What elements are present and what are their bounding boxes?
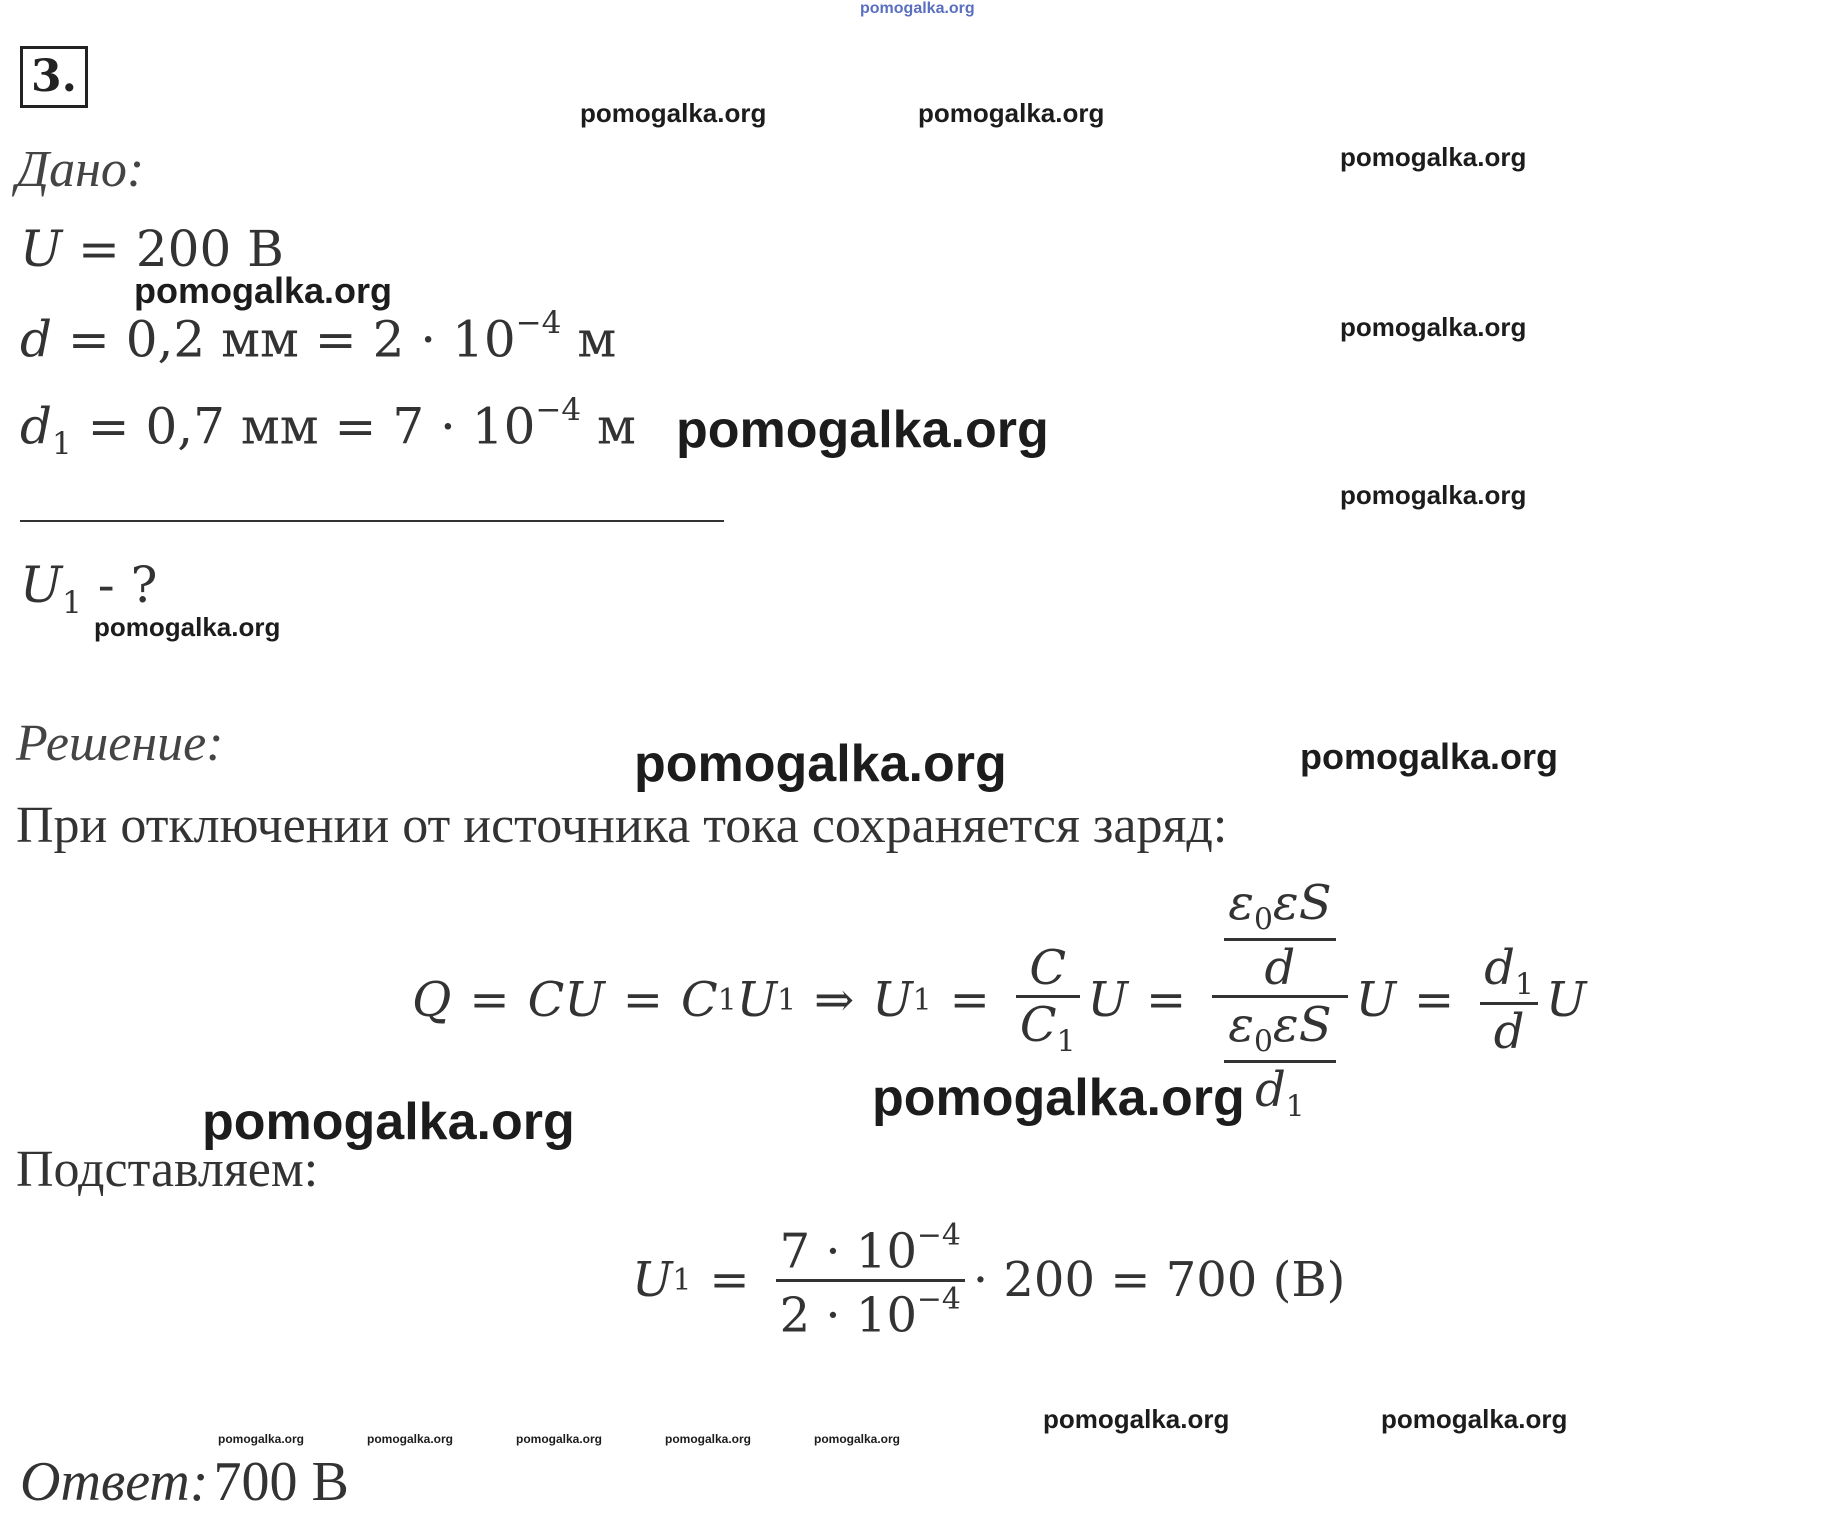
c-u: U	[632, 1252, 673, 1309]
c-sub: 1	[672, 1262, 692, 1298]
watermark: pomogalka.org	[814, 1432, 901, 1446]
f-sub: 0	[1253, 1024, 1273, 1060]
solution-heading: Решение:	[16, 715, 224, 772]
watermark: pomogalka.org	[1381, 1404, 1568, 1434]
c-eq: =	[709, 1252, 750, 1309]
f-eps: ε	[1228, 997, 1254, 1054]
fraction-capacitance	[1224, 875, 1335, 996]
calc-den-exp: −4	[917, 1281, 961, 1317]
watermark: pomogalka.org	[634, 735, 1007, 793]
f-eq: =	[1414, 972, 1455, 1029]
f-sub: 1	[1514, 967, 1534, 1003]
answer-label: Ответ:	[20, 1451, 209, 1513]
f-c: C	[527, 972, 565, 1029]
find-question: - ?	[97, 556, 158, 614]
watermark: pomogalka.org	[1043, 1404, 1230, 1434]
watermark: pomogalka.org	[1340, 142, 1527, 172]
f-s: S	[1298, 997, 1332, 1054]
f-d: d	[1264, 939, 1296, 996]
f-u: U	[1355, 972, 1397, 1029]
symbol-d1: d	[20, 397, 53, 456]
f-c: C	[1019, 997, 1057, 1054]
f-eq: =	[622, 972, 663, 1029]
watermark: pomogalka.org	[1300, 736, 1559, 777]
f-u: U	[1087, 972, 1128, 1029]
calc-numerator: 7 · 10	[779, 1223, 917, 1280]
symbol-u1: U	[20, 556, 63, 614]
f-d: d	[1493, 1004, 1525, 1061]
f-u: U	[736, 972, 778, 1029]
answer	[20, 1450, 349, 1514]
f-eps: ε	[1272, 875, 1299, 931]
f-eq: =	[469, 972, 510, 1029]
watermark: pomogalka.org	[872, 1069, 1245, 1127]
symbol-d1-sub: 1	[52, 426, 72, 463]
watermark: pomogalka.org	[202, 1093, 575, 1151]
watermark: pomogalka.org	[94, 612, 281, 642]
distance-1-unit: м	[597, 397, 636, 456]
substitute-label: Подставляем:	[16, 1141, 319, 1198]
calc-fraction	[776, 1218, 965, 1344]
distance-1-exponent: −4	[535, 392, 582, 428]
watermark: pomogalka.org	[665, 1432, 752, 1446]
calc-num-exp: −4	[917, 1218, 961, 1253]
f-eps: ε	[1272, 997, 1299, 1054]
calc-denominator: 2 · 10	[779, 1287, 917, 1344]
watermark: pomogalka.org	[516, 1432, 603, 1446]
given-distance-1	[20, 392, 636, 462]
f-sub: 1	[777, 982, 797, 1018]
f-eq: =	[949, 972, 990, 1029]
f-c: C	[680, 972, 718, 1029]
given-heading: Дано:	[16, 141, 145, 198]
watermark: pomogalka.org	[1340, 480, 1527, 510]
distance-1-value: = 0,7 мм = 7 · 10	[87, 397, 536, 456]
watermark: pomogalka.org	[134, 270, 393, 311]
distance-unit: м	[577, 310, 617, 369]
problem-number: 3.	[20, 46, 88, 108]
symbol-u1-sub: 1	[62, 584, 82, 621]
f-implies: ⇒	[814, 972, 855, 1029]
f-eq: =	[1146, 972, 1187, 1029]
watermark: pomogalka.org	[676, 401, 1049, 459]
distance-value: = 0,2 мм = 2 · 10	[67, 310, 516, 369]
f-q: Q	[412, 972, 452, 1029]
fraction-d1-over-d	[1480, 939, 1538, 1061]
f-d: d	[1255, 1061, 1286, 1118]
answer-value: 700 В	[213, 1451, 349, 1513]
f-u: U	[564, 972, 605, 1029]
calc-formula	[632, 1218, 1346, 1344]
symbol-d: d	[20, 310, 53, 369]
f-u: U	[1545, 972, 1587, 1029]
explanation-text: При отключении от источника тока сохраняется заряд:	[16, 797, 1228, 854]
f-s: S	[1298, 875, 1332, 931]
f-sub: 1	[1285, 1089, 1305, 1125]
watermark: pomogalka.org	[1340, 312, 1527, 342]
f-u: U	[872, 972, 913, 1029]
find-unknown	[20, 556, 157, 621]
distance-exponent: −4	[515, 305, 562, 341]
calc-result: · 200 = 700 (В)	[972, 1252, 1346, 1309]
given-distance	[20, 305, 616, 368]
watermark: pomogalka.org	[367, 1432, 454, 1446]
f-c: C	[1029, 939, 1067, 996]
given-separator	[20, 520, 724, 522]
f-sub: 1	[1056, 1024, 1076, 1060]
symbol-u: U	[20, 220, 63, 278]
f-sub: 1	[717, 982, 737, 1018]
watermark-top: pomogalka.org	[860, 0, 975, 17]
f-sub: 1	[912, 982, 932, 1018]
watermark: pomogalka.org	[218, 1432, 305, 1446]
voltage-value: = 200 В	[78, 220, 284, 278]
f-eps: ε	[1228, 875, 1254, 931]
f-sub: 0	[1253, 902, 1273, 938]
watermark: pomogalka.org	[580, 98, 767, 128]
f-d: d	[1484, 939, 1515, 996]
fraction-c-over-c1	[1016, 939, 1080, 1060]
watermark: pomogalka.org	[918, 98, 1105, 128]
